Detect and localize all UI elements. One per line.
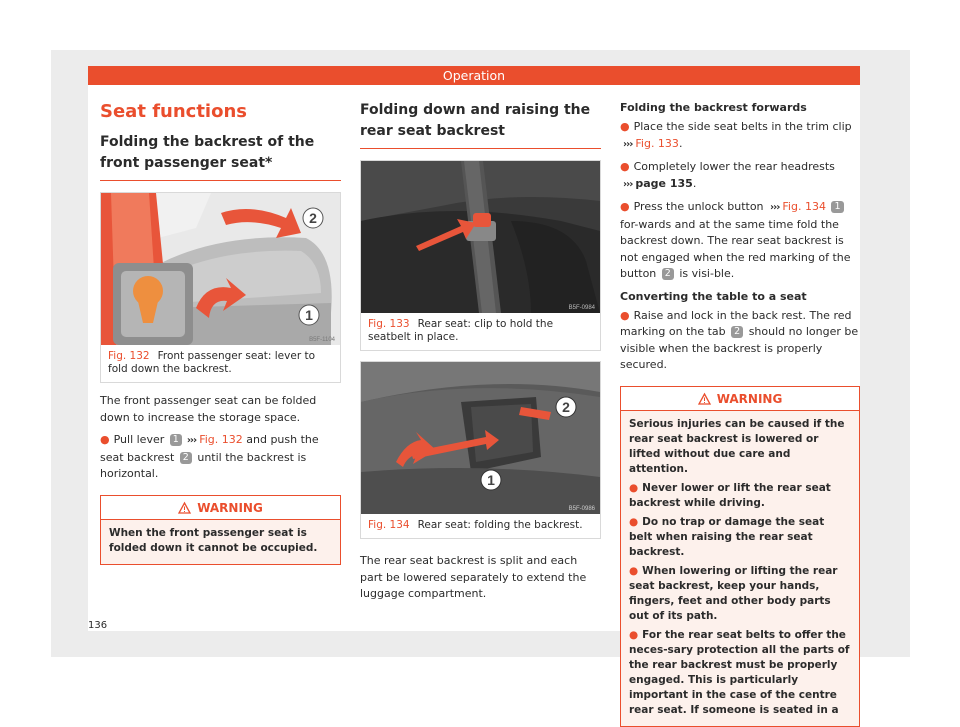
column-2 xyxy=(360,100,601,609)
bullet-icon: ● xyxy=(620,120,630,133)
bullet-item: ● Place the side seat belts in the trim clip ››› Fig. 133. xyxy=(620,120,852,150)
warning-text: Serious injuries can be caused if the rear seat backrest is lowered or lifted without due care and attention. xyxy=(629,417,845,475)
warning-body xyxy=(621,411,859,726)
warning-list-item: ● Never lower or lift the rear seat backrest while driving. xyxy=(629,481,831,509)
front-seat-lever-image xyxy=(101,193,340,345)
figure-number: Fig. 132 xyxy=(108,350,150,362)
warning-text: When the front passenger seat is folded down it cannot be occupied. xyxy=(109,526,318,554)
figure-number: Fig. 133 xyxy=(368,318,410,330)
subheading: Converting the table to a seat xyxy=(620,289,807,303)
subsection-title: Folding down and raising the rear seat backrest xyxy=(360,100,601,149)
bullet-icon: ● xyxy=(620,160,630,173)
figure-label-1: 1 xyxy=(487,472,495,488)
page-reference-link[interactable]: page 135 xyxy=(635,176,693,190)
warning-header xyxy=(101,496,340,520)
chevron-icon: ››› xyxy=(186,435,197,446)
figure-reference-link[interactable]: Fig. 134 xyxy=(782,200,826,213)
chevron-icon: ››› xyxy=(623,178,633,190)
callout-1: 1 xyxy=(831,201,843,213)
warning-title: WARNING xyxy=(197,500,263,515)
figure-caption-text: Rear seat: folding the backrest. xyxy=(417,519,583,531)
warning-list-item: ● Do no trap or damage the seat belt when raising the rear seat backrest. xyxy=(629,515,825,558)
bullet-icon: ● xyxy=(620,308,630,322)
seatbelt-clip-image xyxy=(361,161,600,313)
figure-label-2: 2 xyxy=(309,210,317,226)
figure-caption-text: Front passenger seat: lever to fold down the backrest. xyxy=(108,350,316,375)
figure-caption xyxy=(361,313,600,350)
chevron-icon: ››› xyxy=(623,138,633,150)
column-3 xyxy=(620,100,860,727)
callout-2: 2 xyxy=(662,268,674,280)
figure-label-2: 2 xyxy=(562,399,570,415)
bullet-item: ● Completely lower the rear headrests ››› page 135. xyxy=(620,160,835,190)
figure-code: B5F-0984 xyxy=(568,305,595,311)
warning-box xyxy=(620,386,860,727)
bullet-item: ● Press the unlock button ››› Fig. 134 1 for-wards and at the same time fold the backrest down. The rear seat backrest is not engaged when the red marking of the button 2 is visi-ble. xyxy=(620,200,851,280)
figure-label-1: 1 xyxy=(305,307,313,323)
warning-header xyxy=(621,387,859,411)
figure-reference-link[interactable]: Fig. 133 xyxy=(635,136,679,150)
warning-list-item: ● When lowering or lifting the rear seat backrest, keep your hands, fingers, feet and other body parts out of its path. xyxy=(629,564,838,622)
bullet-icon: ● xyxy=(629,481,639,494)
intro-paragraph: The front passenger seat can be folded down to increase the storage space. xyxy=(100,394,317,424)
bullet-icon: ● xyxy=(100,433,110,446)
figure-caption xyxy=(101,345,340,382)
warning-title: WARNING xyxy=(716,391,783,406)
chevron-icon: ››› xyxy=(770,202,780,213)
figure-133 xyxy=(360,160,601,351)
bullet-icon: ● xyxy=(629,564,639,577)
figure-reference-link[interactable]: Fig. 132 xyxy=(199,433,243,446)
subsection-title: Folding the backrest of the front passenger seat* xyxy=(100,132,341,181)
warning-list-item: ● For the rear seat belts to offer the neces-sary protection all the parts of the rear backrest must be properly engaged. This is particularly important in the case of the centre rear seat. If someone is seated in a xyxy=(629,628,850,716)
bullet-icon: ● xyxy=(620,200,630,213)
figure-number: Fig. 134 xyxy=(368,519,410,531)
bullet-item: ● Raise and lock in the back rest. The red marking on the tab 2 should no longer be visible when the backrest is properly secured. xyxy=(620,308,859,371)
section-title: Seat functions xyxy=(100,101,247,122)
bullet-icon: ● xyxy=(629,628,639,641)
column-1 xyxy=(100,100,341,565)
page-number: 136 xyxy=(88,620,108,631)
warning-triangle-icon xyxy=(178,502,191,514)
figure-132 xyxy=(100,192,341,383)
header-bar: Operation xyxy=(88,66,860,85)
callout-1: 1 xyxy=(170,434,182,446)
rear-seat-fold-image xyxy=(361,362,600,514)
intro-paragraph: The rear seat backrest is split and each part be lowered separately to extend the luggage compartment. xyxy=(360,554,587,600)
figure-134 xyxy=(360,361,601,539)
figure-code: B5F-1104 xyxy=(309,337,335,343)
figure-caption-text: Rear seat: clip to hold the seatbelt in place. xyxy=(368,318,554,343)
callout-2: 2 xyxy=(731,326,743,338)
callout-2: 2 xyxy=(180,452,192,464)
warning-body xyxy=(101,520,340,564)
figure-caption xyxy=(361,514,600,538)
figure-code: B5F-0986 xyxy=(568,506,595,512)
warning-triangle-icon xyxy=(698,393,711,405)
bullet-item: ● Pull lever 1 ››› Fig. 132 and push the seat backrest 2 until the backrest is horizontal. xyxy=(100,433,319,480)
subheading: Folding the backrest forwards xyxy=(620,101,807,114)
bullet-icon: ● xyxy=(629,515,639,528)
warning-box xyxy=(100,495,341,565)
